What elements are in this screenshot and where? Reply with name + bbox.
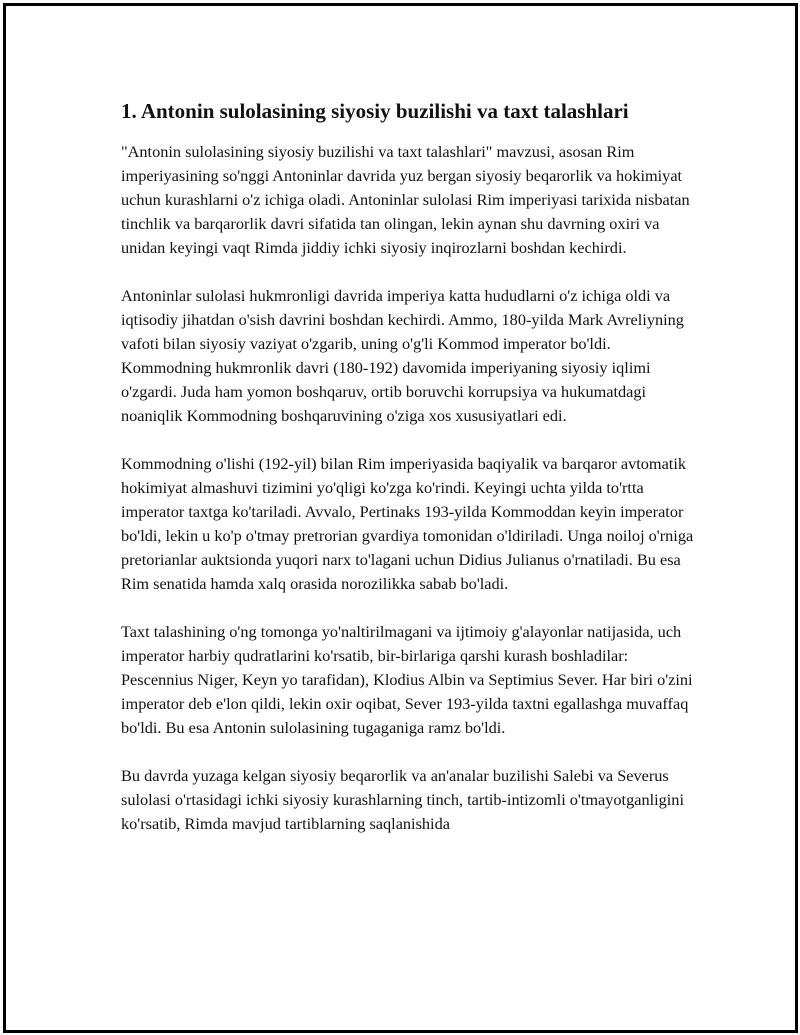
paragraph: Bu davrda yuzaga kelgan siyosiy beqarorlik va an'analar buzilishi Salebi va Severus sulolasi o'rtasidagi ichki siyosiy kurashlarning tinch, tartib-intizomli o'tmayotganligini ko'rsatib, Rimda mavjud tartiblarning saqlanishida (121, 766, 684, 833)
paragraph: Antoninlar sulolasi hukmronligi davrida imperiya katta hududlarni o'z ichiga oldi va iqtisodiy jihatdan o'sish davrini boshdan kechirdi. Ammo, 180-yilda Mark Avreliyning vafoti bilan siyosiy vaziyat o'zgarib, uning o'g'li Kommod imperator bo'ldi. Kommodning hukmronlik davri (180-192) davomida imperiyaning siyosiy iqlimi o'zgardi. Juda ham yomon boshqaruv, ortib boruvchi korrupsiya va hukumatdagi noaniqlik Kommodning boshqaruvining o'ziga xos xususiyatlari edi. (121, 286, 684, 425)
document-body (121, 96, 696, 860)
paragraph: Kommodning o'lishi (192-yil) bilan Rim imperiyasida baqiyalik va barqaror avtomatik hokimiyat almashuvi tizimini yo'qligi ko'zga ko'rindi. Keyingi uchta yilda to'rtta imperator taxtga ko'tariladi. Avvalo, Pertinaks 193-yilda Kommoddan keyin imperator bo'ldi, lekin u ko'p o'tmay pretrorian gvardiya tomonidan o'ldiriladi. Unga noiloj o'rniga pretorianlar auktsionda yuqori narx to'lagani uchun Didius Julianus o'rnatiladi. Bu esa Rim senatida hamda xalq orasida norozilikka sabab bo'ladi. (121, 454, 694, 593)
page-frame (3, 3, 798, 1033)
section-heading: 1. Antonin sulolasining siyosiy buzilishi va taxt talashlari (121, 99, 629, 123)
paragraph: Taxt talashining o'ng tomonga yo'naltirilmagani va ijtimoiy g'alayonlar natijasida, uch imperator harbiy qudratlarini ko'rsatib, bir-birlariga qarshi kurash boshladilar: Pescennius Niger, Keyn yo tarafidan), Klodius Albin va Septimius Sever. Har biri o'zini imperator deb e'lon qildi, lekin oxir oqibat, Sever 193-yilda taxtni egallashga muvaffaq bo'ldi. Bu esa Antonin sulolasining tugaganiga ramz bo'ldi. (121, 622, 693, 737)
paragraph: "Antonin sulolasining siyosiy buzilishi va taxt talashlari" mavzusi, asosan Rim imperiyasining so'nggi Antoninlar davrida yuz bergan siyosiy beqarorlik va hokimiyat uchun kurashlarni o'z ichiga oladi. Antoninlar sulolasi Rim imperiyasi tarixida nisbatan tinchlik va barqarorlik davri sifatida tan olingan, lekin aynan shu davrning oxiri va unidan keyingi vaqt Rimda jiddiy ichki siyosiy inqirozlarni boshdan kechirdi. (121, 142, 690, 257)
